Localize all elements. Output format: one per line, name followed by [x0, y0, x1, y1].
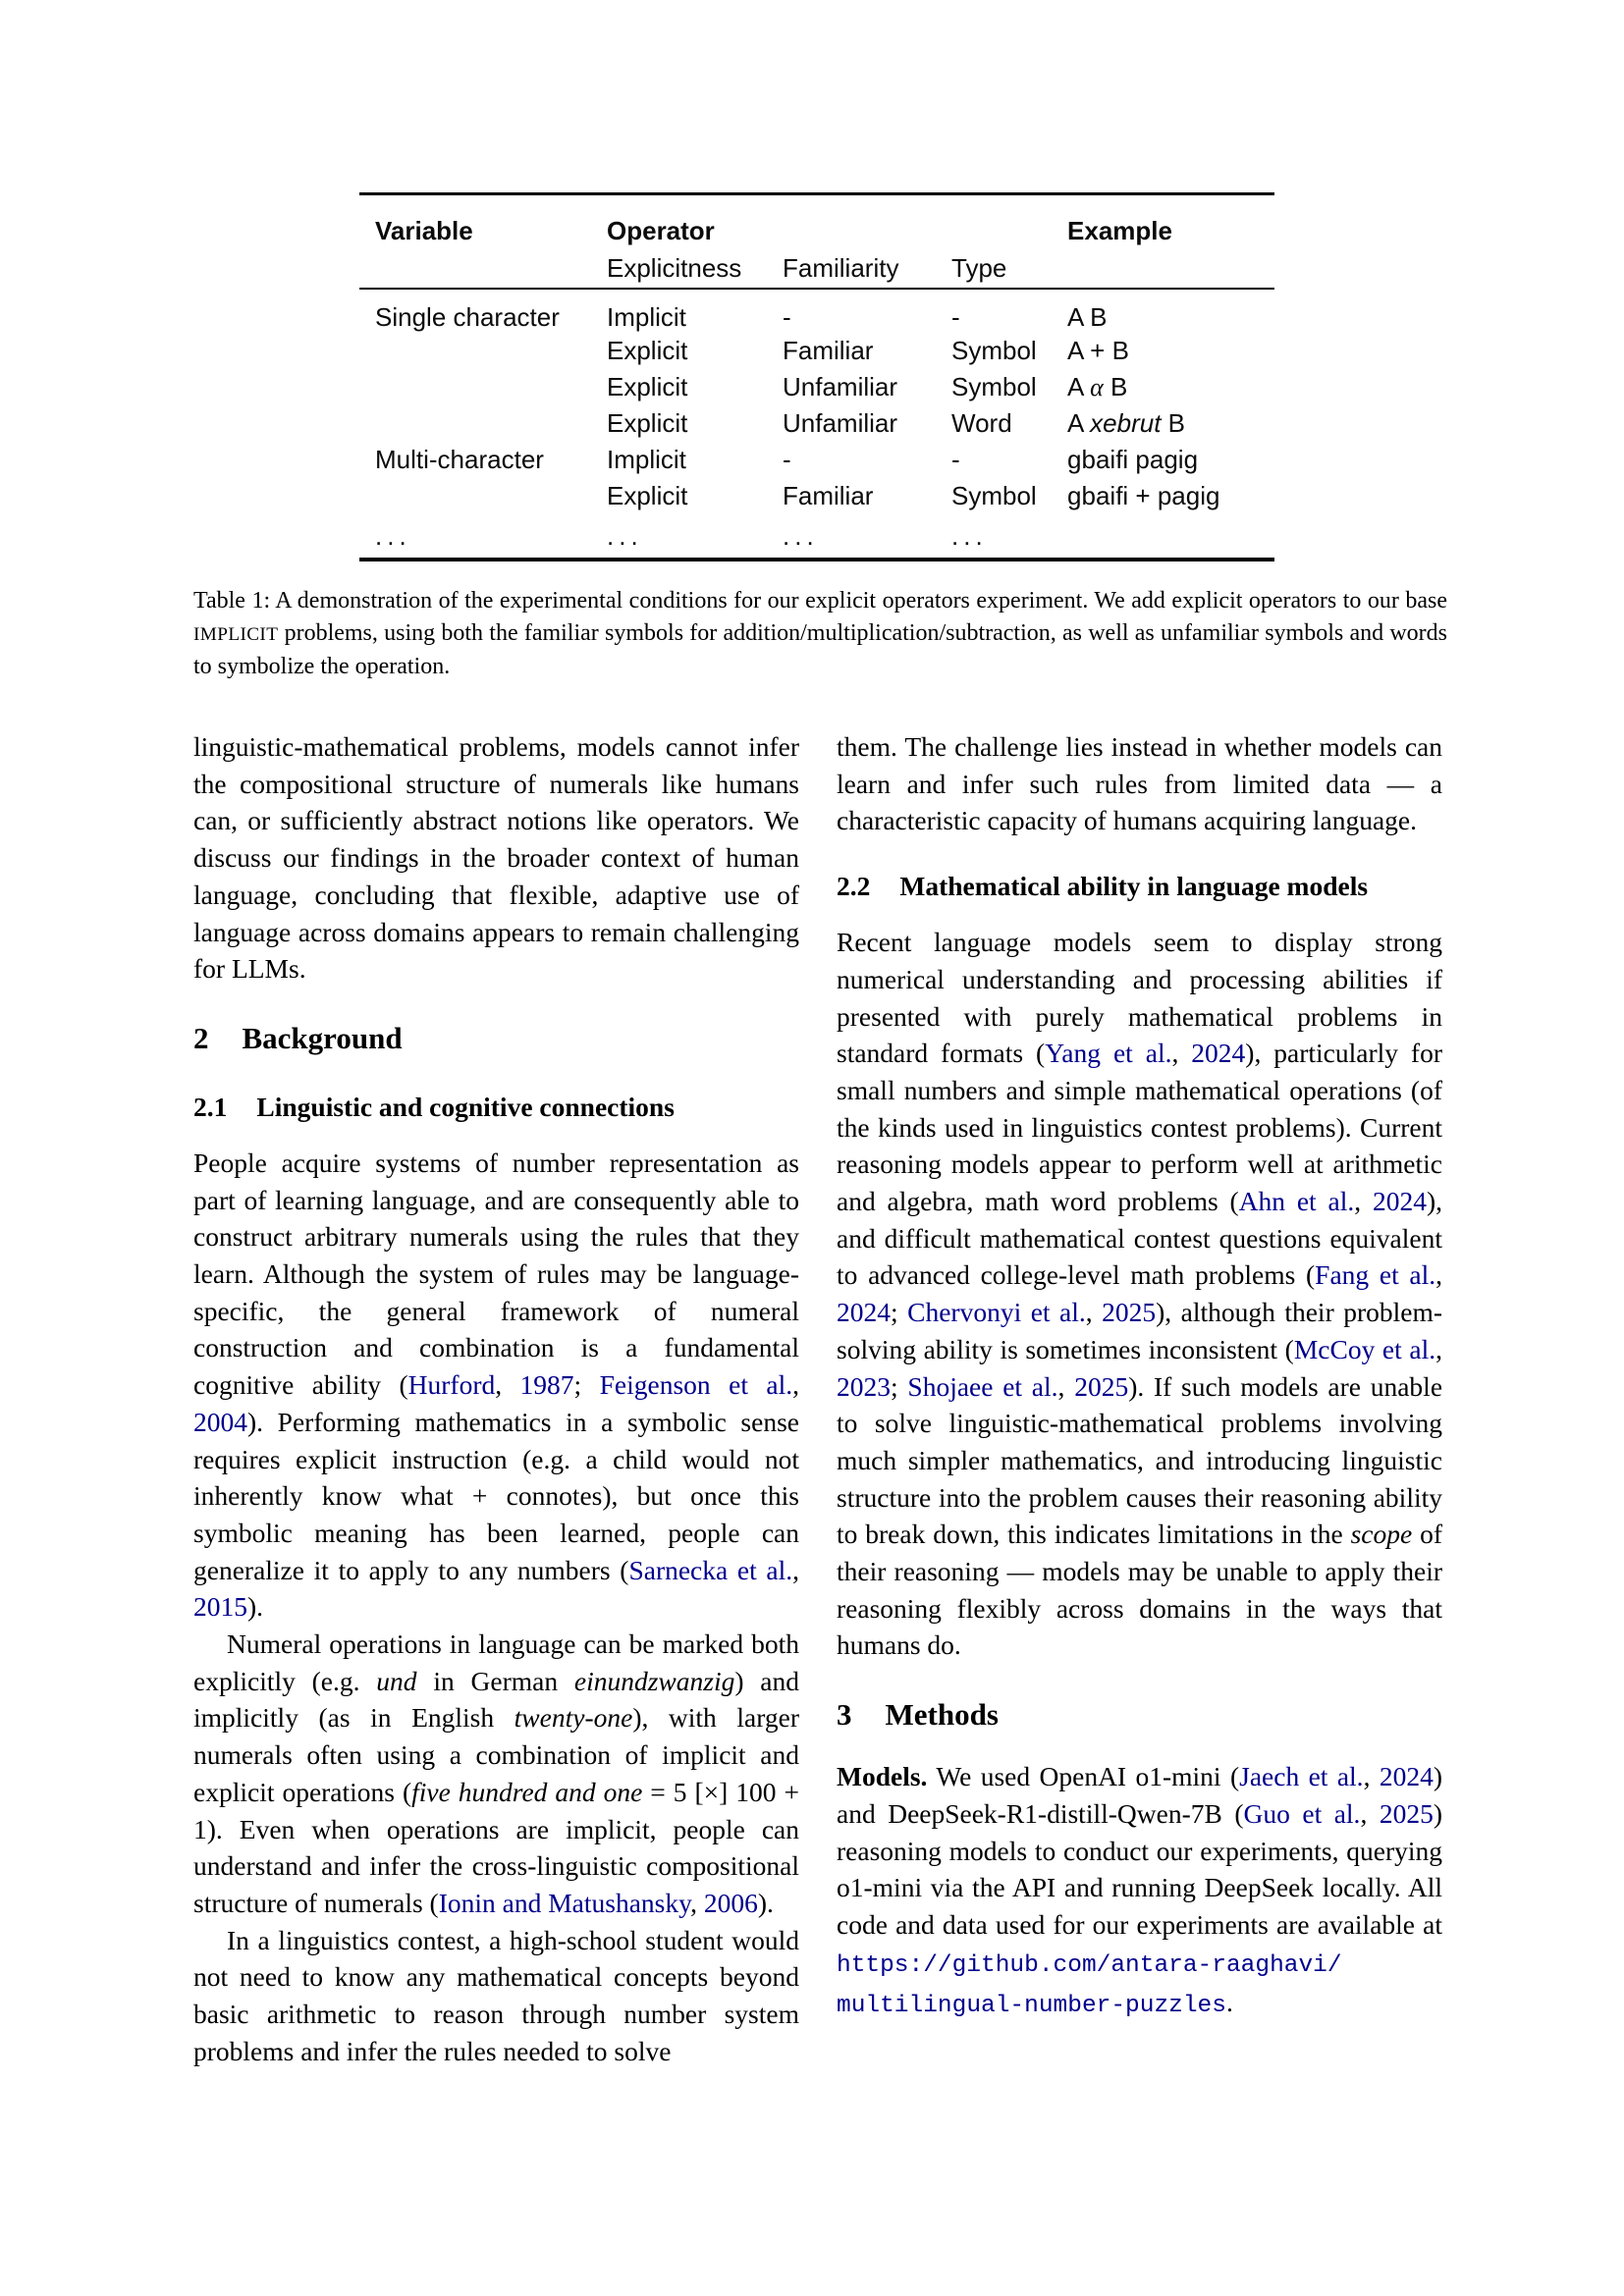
cell-ellipsis: ...: [951, 520, 988, 551]
column-right: [837, 728, 1442, 2025]
text-run: ,: [1085, 1297, 1103, 1328]
text-run: five hundred and one: [411, 1776, 643, 1807]
table-row: [359, 478, 1274, 514]
col-header-type: Type: [951, 252, 1007, 283]
text-run: ), with larger numerals often using a combination of implicit and explicit operations (: [193, 1702, 799, 1807]
github-url-link[interactable]: multilingual-number-puzzles: [837, 1993, 1226, 2020]
table-header-row-2: [359, 248, 1274, 289]
citation-link[interactable]: 2024: [1379, 1761, 1434, 1792]
text-run: ,: [495, 1369, 520, 1401]
cell-example: [1067, 333, 1274, 369]
citation-link[interactable]: 2024: [837, 1297, 891, 1328]
paragraph: [193, 1922, 799, 2070]
text-run: ;: [891, 1297, 908, 1328]
text-run: B: [1103, 372, 1128, 401]
text-run: ).: [247, 1591, 264, 1623]
heading-title: Methods: [885, 1697, 999, 1733]
paragraph: [837, 1758, 1442, 2025]
text-run: ), although their problem-solving ability is sometimes inconsistent (: [837, 1297, 1443, 1364]
text-run: of their reasoning — models may be unable to apply their reasoning flexibly across domains in the ways that humans do.: [837, 1519, 1442, 1661]
cell-example: [1067, 369, 1274, 405]
citation-link[interactable]: Chervonyi et al.: [907, 1297, 1086, 1328]
text-run: .: [1225, 1987, 1233, 2018]
col-header-blank2: [1067, 248, 1274, 289]
text-run: Table 1: A demonstration of the experimental conditions for our explicit operators experiment. We add explicit operators to our base: [193, 588, 1447, 614]
citation-link[interactable]: Sarnecka et al.: [628, 1554, 793, 1585]
text-run: ). If such models are unable to solve linguistic-mathematical problems involving much simpler mathematics, and introducing linguistic structure into the problem causes their reasoning ability to break down, this indicates limitations in the: [837, 1370, 1443, 1550]
cell-example: [1067, 478, 1274, 514]
text-run: Recent language models seem to display strong numerical understanding and processing abilities if presented with purely mathematical problems in standard formats (: [837, 927, 1442, 1069]
text-run: ,: [1171, 1038, 1192, 1069]
cell-example: [1067, 289, 1274, 333]
section-heading: [193, 1017, 799, 1060]
cell-type: Word: [951, 408, 1012, 438]
subsection-heading: [837, 867, 1442, 906]
text-run: α: [1090, 373, 1104, 401]
heading-title: Linguistic and cognitive connections: [256, 1091, 675, 1122]
text-run: them. The challenge lies instead in whether models can learn and infer such rules from limited data — a characteristic capacity of humans acquiring language.: [837, 731, 1442, 836]
text-run: ,: [1057, 1370, 1075, 1402]
text-run: ) reasoning models to conduct our experiments, querying o1-mini via the API and running DeepSeek locally. All code and data used for our experiments are available at: [837, 1797, 1442, 1940]
citation-link[interactable]: 2004: [193, 1406, 247, 1437]
citation-link[interactable]: 2025: [1102, 1297, 1157, 1328]
heading-number: 2: [193, 1020, 209, 1055]
cell-explicitness: Implicit: [607, 445, 686, 474]
section-heading: [837, 1693, 1442, 1736]
cell-ellipsis: ...: [607, 520, 643, 551]
table-row: [359, 289, 1274, 333]
cell-type: Symbol: [951, 481, 1037, 510]
paragraph: [193, 728, 799, 988]
citation-link[interactable]: Yang et al.: [1045, 1038, 1172, 1069]
table-row: [359, 333, 1274, 369]
col-header-example: Example: [1067, 216, 1172, 245]
citation-link[interactable]: Fang et al.: [1315, 1259, 1436, 1291]
citation-link[interactable]: 2024: [1191, 1038, 1246, 1069]
citation-link[interactable]: 2006: [703, 1887, 758, 1918]
citation-link[interactable]: 2024: [1372, 1186, 1427, 1217]
citation-link[interactable]: Ahn et al.: [1238, 1186, 1355, 1217]
text-run: ). Performing mathematics in a symbolic sense requires explicit instruction (e.g. a child would not inherently know what + connotes), but once this symbolic meaning has been learned, people can generalize it to apply to any numbers (: [193, 1406, 799, 1585]
table-row: [359, 442, 1274, 478]
citation-link[interactable]: 2025: [1379, 1797, 1434, 1829]
text-run: problems, using both the familiar symbols for addition/multiplication/subtraction, as well as unfamiliar symbols and words to symbolize the operation.: [193, 619, 1447, 679]
text-run: B: [1161, 408, 1186, 438]
table1-container: [359, 192, 1274, 561]
text-run: twenty-one: [514, 1702, 633, 1734]
citation-link[interactable]: 2023: [837, 1370, 891, 1402]
cell-variable: [359, 369, 607, 405]
cell-explicitness: Implicit: [607, 302, 686, 332]
table-body: [359, 289, 1274, 560]
cell-ellipsis: [1067, 514, 1274, 560]
cell-ellipsis: ...: [375, 520, 411, 551]
text-run: ,: [1435, 1259, 1442, 1291]
cell-type: -: [951, 445, 960, 474]
cell-variable: Single character: [375, 302, 560, 332]
cell-explicitness: Explicit: [607, 481, 688, 510]
text-run: ,: [1360, 1797, 1380, 1829]
citation-link[interactable]: 1987: [519, 1369, 574, 1401]
cell-variable: [359, 478, 607, 514]
paragraph: [193, 1626, 799, 1922]
citation-link[interactable]: McCoy et al.: [1293, 1333, 1436, 1364]
text-run: ), particularly for small numbers and simple mathematical operations (of the kinds used in linguistics contest problems). Current reasoning models appear to perform well at arithmetic and algebra, math word problems (: [837, 1038, 1442, 1217]
paragraph: [837, 728, 1442, 839]
citation-link[interactable]: Jaech et al.: [1239, 1761, 1364, 1792]
citation-link[interactable]: Guo et al.: [1243, 1797, 1361, 1829]
table-row: [359, 369, 1274, 405]
table-header: [359, 194, 1274, 290]
text-run: A: [1067, 408, 1091, 438]
cell-type: Symbol: [951, 372, 1037, 401]
cell-explicitness: Explicit: [607, 336, 688, 365]
text-run: in German: [416, 1665, 574, 1696]
text-run: linguistic-mathematical problems, models cannot infer the compositional structure of numerals like humans can, or sufficiently abstract notions like operators. We discuss our findings in the broader context of human language, concluding that flexible, adaptive use of language across domains appears to remain challenging for LLMs.: [193, 731, 799, 985]
text-run: einundzwanzig: [573, 1665, 735, 1696]
citation-link[interactable]: 2025: [1074, 1370, 1129, 1402]
cell-variable: [359, 333, 607, 369]
column-left: [193, 728, 799, 2070]
text-run: = 5 [×] 100 + 1). Even when operations are implicit, people can understand and infer the cross-linguistic compositional structure of numerals (: [193, 1776, 799, 1918]
cell-example: [1067, 442, 1274, 478]
col-header-operator: Operator: [607, 216, 715, 245]
cell-ellipsis: ...: [783, 520, 819, 551]
cell-familiarity: Familiar: [783, 481, 874, 510]
text-run: IMPLICIT: [193, 623, 279, 645]
text-run: scope: [1350, 1519, 1413, 1550]
col-header-familiarity: Familiarity: [783, 252, 899, 283]
text-run: A B: [1067, 302, 1108, 332]
heading-title: Mathematical ability in language models: [899, 871, 1369, 902]
text-run: Models.: [837, 1761, 928, 1792]
text-run: ;: [573, 1369, 600, 1401]
citation-link[interactable]: Hurford: [407, 1369, 496, 1401]
col-header-blank: [359, 248, 607, 289]
citation-link[interactable]: Shojaee et al.: [907, 1370, 1058, 1402]
citation-link[interactable]: Ionin and Matushansky: [438, 1887, 691, 1918]
heading-title: Background: [242, 1020, 403, 1055]
cell-variable: [359, 405, 607, 442]
citation-link[interactable]: Feigenson et al.: [599, 1369, 793, 1401]
cell-example: [1067, 405, 1274, 442]
cell-explicitness: Explicit: [607, 372, 688, 401]
subsection-heading: [193, 1088, 799, 1127]
text-run: We used OpenAI o1-mini (: [927, 1761, 1240, 1792]
cell-type: -: [951, 302, 960, 332]
text-run: ,: [792, 1554, 800, 1585]
text-run: xebrut: [1090, 408, 1162, 438]
cell-familiarity: -: [783, 302, 791, 332]
text-run: gbaifi pagig: [1067, 445, 1199, 474]
text-run: und: [376, 1665, 417, 1696]
heading-number: 2.2: [837, 871, 871, 902]
paragraph: [837, 924, 1442, 1664]
text-run: gbaifi + pagig: [1067, 481, 1220, 510]
cell-explicitness: Explicit: [607, 408, 688, 438]
text-run: ), and difficult mathematical contest questions equivalent to advanced college-level math problems (: [837, 1186, 1442, 1291]
text-run: A: [1067, 372, 1091, 401]
table-ellipsis-row: [359, 514, 1274, 560]
text-run: People acquire systems of number representation as part of learning language, and are consequently able to construct arbitrary numerals using the rules that they learn. Although the system of rules may be language-specific, the general framework of numeral construction and combination is a fundamental cognitive ability (: [193, 1147, 799, 1401]
text-run: ).: [757, 1887, 774, 1918]
col-header-explicitness: Explicitness: [607, 252, 742, 283]
text-run: ,: [690, 1887, 704, 1918]
text-run: Numeral operations in language can be marked both explicitly (e.g.: [193, 1629, 799, 1696]
text-run: ,: [1435, 1333, 1442, 1364]
text-run: A + B: [1067, 336, 1129, 365]
col-header-variable: Variable: [375, 216, 473, 245]
cell-familiarity: Unfamiliar: [783, 372, 898, 401]
cell-variable: Multi-character: [375, 445, 544, 474]
table-row: [359, 405, 1274, 442]
text-run: ,: [1363, 1761, 1380, 1792]
conditions-table: [359, 192, 1274, 561]
heading-number: 2.1: [193, 1091, 228, 1122]
text-run: ,: [1354, 1186, 1373, 1217]
cell-type: Symbol: [951, 336, 1037, 365]
table-caption: [193, 585, 1447, 683]
github-url-link[interactable]: https://github.com/antara-raaghavi/: [837, 1951, 1342, 1979]
text-run: In a linguistics contest, a high-school student would not need to know any mathematical concepts beyond basic arithmetic to reason through number system problems and infer the rules needed to solve: [193, 1924, 799, 2066]
cell-familiarity: Familiar: [783, 336, 874, 365]
paragraph: [193, 1145, 799, 1626]
text-run: ) and implicitly (as in English: [193, 1665, 799, 1734]
cell-familiarity: Unfamiliar: [783, 408, 898, 438]
citation-link[interactable]: 2015: [193, 1591, 247, 1623]
table-header-row-1: [359, 194, 1274, 249]
text-run: ;: [891, 1370, 908, 1402]
text-run: ,: [792, 1369, 799, 1401]
heading-number: 3: [837, 1697, 852, 1733]
text-run: ) and DeepSeek-R1-distill-Qwen-7B (: [837, 1761, 1443, 1829]
cell-familiarity: -: [783, 445, 791, 474]
